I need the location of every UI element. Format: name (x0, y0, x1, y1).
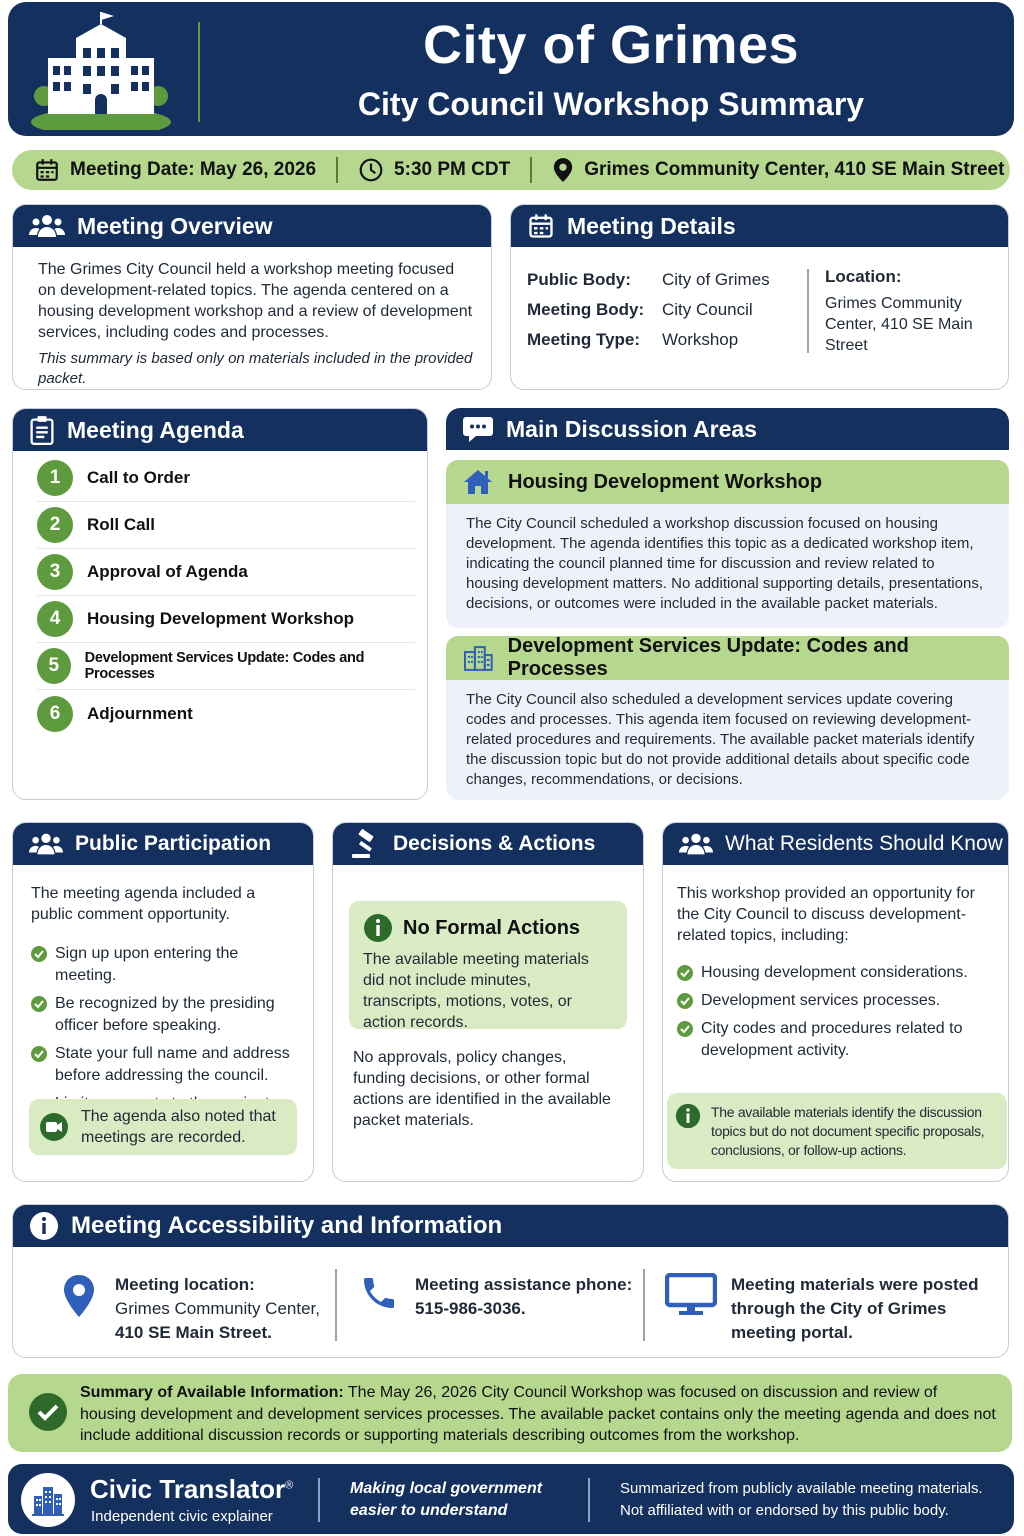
main-discussion-card (446, 408, 1009, 800)
public-participation-card (12, 822, 314, 1182)
discussion-area-header (446, 636, 1009, 680)
agenda-label: Roll Call (87, 515, 156, 534)
agenda-number: 5 (37, 648, 71, 684)
check-circle-icon (31, 1046, 47, 1062)
people-icon (679, 831, 713, 857)
footer-slogan-line1: Making local government (350, 1480, 543, 1497)
meeting-time: 5:30 PM CDT (394, 159, 511, 180)
detail-row (527, 325, 807, 355)
meeting-details-card (510, 204, 1009, 390)
detail-label: Meeting Type: (527, 330, 641, 349)
phone-icon (359, 1273, 399, 1313)
decisions-text: No approvals, policy changes, funding decisions, or other formal actions are identified in the available packet materials. (353, 1049, 611, 1129)
footer-brand-reg: ® (285, 1479, 294, 1492)
access-location (61, 1273, 320, 1345)
access-portal-text: Meeting materials were posted through the City of Grimes meeting portal. (731, 1275, 979, 1342)
page-subtitle: City Council Workshop Summary (357, 86, 865, 122)
calendar-icon (34, 157, 60, 183)
check-circle-icon (31, 946, 47, 962)
recording-note (29, 1099, 297, 1155)
discussion-area-dev-services (446, 636, 1009, 800)
card-title: Meeting Details (567, 212, 736, 239)
separator (530, 157, 532, 183)
house-icon (462, 468, 494, 496)
discussion-area-header (446, 460, 1009, 504)
check-circle-icon (677, 965, 693, 981)
card-header (13, 409, 427, 451)
agenda-number: 2 (37, 507, 73, 543)
discussion-area-housing (446, 460, 1009, 628)
access-portal (665, 1273, 993, 1345)
card-header (511, 205, 1008, 247)
recording-note-text: The agenda also noted that meetings are recorded. (81, 1108, 276, 1146)
buildings-icon (462, 644, 494, 672)
meeting-agenda-card (12, 408, 428, 800)
access-divider (335, 1269, 337, 1341)
card-title: Meeting Accessibility and Information (71, 1212, 503, 1239)
footer-slogan-line2: easier to understand (350, 1502, 508, 1519)
access-location-line1: Grimes Community Center, (115, 1299, 320, 1318)
discussion-area-text: The City Council scheduled a workshop discussion focused on housing development. The agenda identifies this topic as a dedicated workshop item, indicating the council planned time for discussion and review related to housing development matters. No additional supporting details, presentations, decisions, or outcomes were included in the available packet materials. (466, 515, 983, 612)
city-hall-icon (26, 10, 176, 130)
card-title: Main Discussion Areas (506, 415, 757, 442)
list-item-text: Housing development considerations. (701, 964, 968, 981)
card-title: Meeting Overview (77, 212, 273, 239)
decisions-actions-card (332, 822, 644, 1182)
overview-note: This summary is based only on materials included in the provided packet. (38, 350, 473, 387)
civic-translator-logo-icon (20, 1472, 76, 1528)
access-phone-label: Meeting assistance phone: (415, 1275, 633, 1294)
meeting-location: Grimes Community Center, 410 SE Main Street (584, 159, 1005, 180)
no-formal-actions-box (349, 901, 627, 1029)
list-item (31, 943, 301, 987)
check-circle-icon (677, 1021, 693, 1037)
list-item (31, 1043, 301, 1087)
footer-disclaimer-line2: Not affiliated with or endorsed by this public body. (620, 1502, 949, 1519)
list-item-text: City codes and procedures related to development activity. (701, 1020, 963, 1059)
footer-brand-name: Civic Translator (90, 1474, 286, 1504)
discussion-area-title: Development Services Update: Codes and Processes (507, 636, 909, 680)
separator (336, 157, 338, 183)
discussion-area-text: The City Council also scheduled a development services update covering codes and processes. This agenda item focused on reviewing development-related procedures and requirements. The available packet materials identify the discussion topic but do not provide additional details about specific code changes, recommendations, or decisions. (466, 691, 975, 788)
detail-value: City Council (662, 300, 753, 319)
agenda-number: 1 (37, 460, 73, 496)
check-circle-icon (28, 1392, 68, 1432)
access-location-line2: 410 SE Main Street. (115, 1323, 272, 1342)
info-icon (675, 1103, 701, 1129)
summary-label: Summary of Available Information: (80, 1384, 344, 1401)
video-camera-icon (39, 1112, 69, 1142)
page-footer (8, 1464, 1014, 1534)
residents-card (662, 822, 1009, 1182)
card-header (13, 1205, 1008, 1247)
gavel-icon (349, 829, 381, 859)
card-header (663, 823, 1008, 865)
card-header (446, 408, 1009, 450)
details-divider (807, 269, 809, 353)
card-title: Meeting Agenda (67, 416, 244, 443)
card-header (13, 823, 313, 865)
agenda-label: Adjournment (87, 703, 193, 723)
agenda-label: Call to Order (87, 468, 190, 487)
card-title: Decisions & Actions (393, 832, 596, 855)
residents-list (677, 962, 998, 1062)
residents-note-text: The available materials identify the discussion topics but do not document specific proposals, conclusions, or follow-up actions. (711, 1104, 985, 1158)
summary-body: The May 26, 2026 City Council Workshop was focused on discussion and review of housing development and development services processes. The available packet contains only the meeting agenda and does not include additional discussion records or supporting materials describing outcomes from the workshop. (80, 1384, 996, 1444)
agenda-item (37, 502, 415, 549)
detail-row (527, 265, 807, 295)
list-item (677, 990, 998, 1012)
residents-note (667, 1093, 1007, 1169)
page-title: City of Grimes (422, 15, 800, 75)
location-pin-icon (552, 157, 574, 183)
calendar-icon (527, 212, 555, 240)
detail-row (527, 295, 807, 325)
access-phone (359, 1273, 632, 1321)
clock-icon (358, 157, 384, 183)
clipboard-icon (29, 415, 55, 445)
card-title: What Residents Should Know (725, 832, 1003, 855)
list-item-text: Be recognized by the presiding officer before speaking. (55, 995, 275, 1034)
footer-disclaimer-line1: Summarized from publicly available meeting materials. (620, 1480, 983, 1497)
agenda-label: Approval of Agenda (87, 562, 248, 581)
list-item (677, 962, 998, 984)
check-circle-icon (677, 993, 693, 1009)
access-phone-number[interactable]: 515-986-3036. (415, 1299, 526, 1318)
discussion-area-title: Housing Development Workshop (508, 470, 823, 493)
header-divider (198, 22, 200, 122)
agenda-item (37, 549, 415, 596)
page-header (8, 2, 1014, 136)
card-header (13, 205, 491, 247)
participation-intro: The meeting agenda included a public comment opportunity. (31, 885, 256, 923)
agenda-number: 4 (37, 601, 73, 637)
overview-text: The Grimes City Council held a workshop meeting focused on development-related topics. The agenda centered on a housing development workshop and a review of development services, including codes and processes. (38, 261, 473, 341)
agenda-label: Development Services Update: Codes and Processes (84, 650, 365, 682)
agenda-item (37, 596, 415, 643)
meeting-overview-card (12, 204, 492, 390)
location-pin-icon (61, 1273, 97, 1319)
meeting-info-bar (12, 150, 1010, 190)
participation-list (31, 943, 301, 1115)
accessibility-card (12, 1204, 1009, 1358)
location-value: Grimes Community Center, 410 SE Main Street (825, 295, 973, 354)
list-item (677, 1018, 998, 1062)
agenda-item (37, 643, 415, 690)
list-item-text: Sign up upon entering the meeting. (55, 945, 239, 984)
footer-divider (318, 1478, 320, 1522)
card-header (333, 823, 643, 865)
people-icon (29, 831, 63, 857)
summary-banner (8, 1374, 1012, 1452)
agenda-number: 6 (37, 696, 73, 732)
agenda-label: Housing Development Workshop (87, 609, 354, 628)
list-item-text: State your full name and address before addressing the council. (55, 1045, 290, 1084)
meeting-date: Meeting Date: May 26, 2026 (70, 159, 317, 180)
agenda-item (37, 690, 415, 737)
detail-label: Meeting Body: (527, 300, 645, 319)
footer-tagline: Independent civic explainer (91, 1508, 273, 1525)
info-icon (29, 1211, 59, 1241)
box-text: The available meeting materials did not include minutes, transcripts, motions, votes, or action records. (363, 951, 589, 1031)
access-divider (643, 1269, 645, 1341)
box-title: No Formal Actions (403, 916, 581, 939)
detail-value: City of Grimes (662, 270, 770, 289)
summary-text (80, 1382, 996, 1447)
location-label: Location: (825, 267, 902, 286)
check-circle-icon (31, 996, 47, 1012)
list-item-text: Development services processes. (701, 992, 941, 1009)
people-icon (29, 213, 65, 239)
list-item (31, 993, 301, 1037)
monitor-icon (665, 1273, 717, 1317)
residents-intro: This workshop provided an opportunity for the City Council to discuss development-related topics, including: (677, 885, 975, 944)
agenda-number: 3 (37, 554, 73, 590)
footer-divider (588, 1478, 590, 1522)
detail-value: Workshop (662, 330, 739, 349)
detail-label: Public Body: (527, 270, 631, 289)
info-icon (363, 913, 393, 943)
access-location-label: Meeting location: (115, 1275, 255, 1294)
footer-brand (90, 1474, 293, 1505)
card-title: Public Participation (75, 832, 272, 855)
agenda-item (37, 455, 415, 502)
chat-bubble-icon (462, 415, 494, 443)
